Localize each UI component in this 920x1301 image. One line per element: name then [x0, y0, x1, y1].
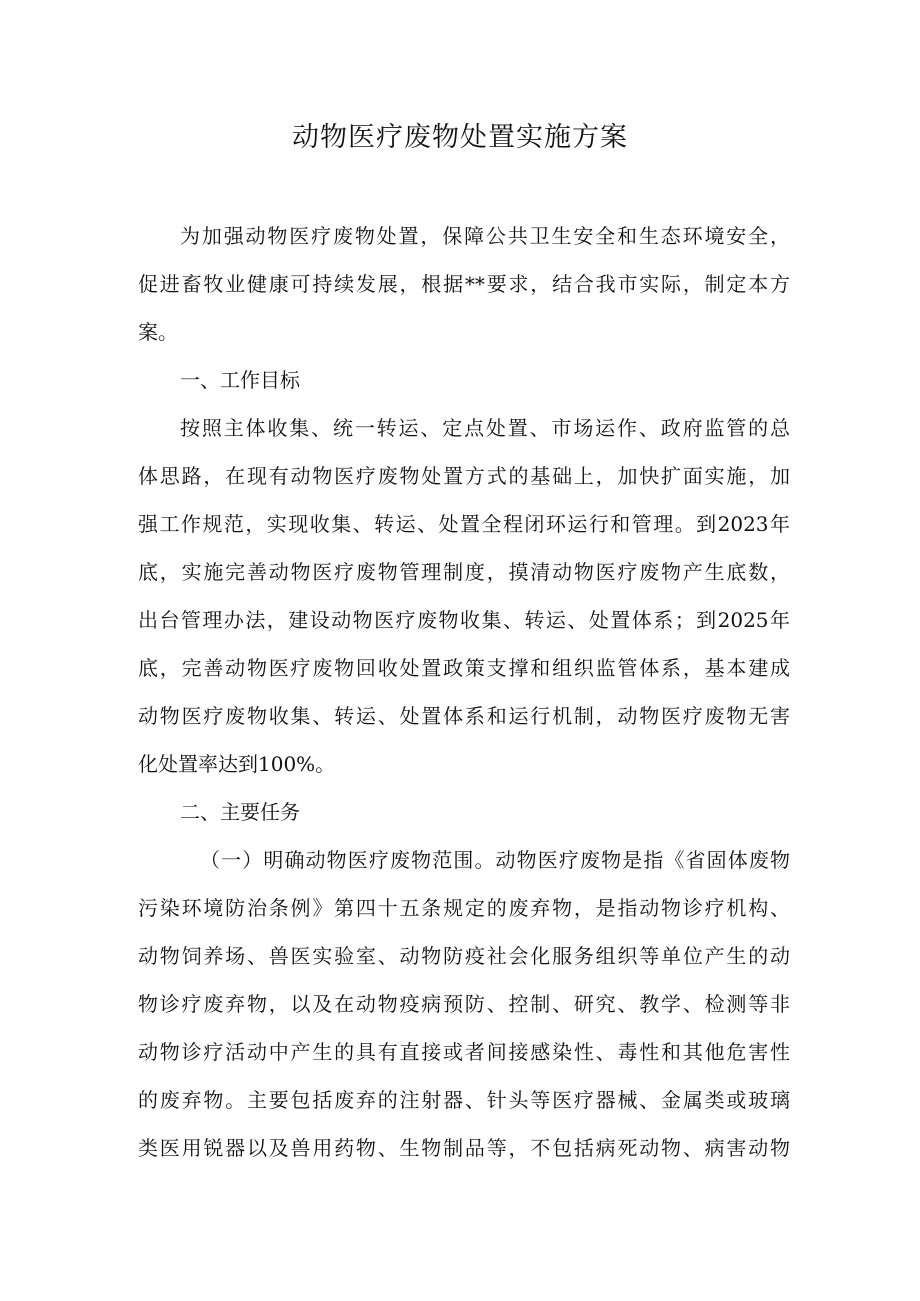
intro-line-1: 为加强动物医疗废物处置，保障公共卫生安全和生态环境安全，: [180, 224, 790, 248]
tasks-line-7: 类医用锐器以及兽用药物、生物制品等，不包括病死动物、病害动物: [138, 1136, 790, 1160]
goals-line-1: 按照主体收集、统一转运、定点处置、市场运作、政府监管的总: [180, 416, 790, 440]
intro-line-3: 案。: [138, 320, 178, 344]
section-heading-goals: 一、工作目标: [180, 368, 300, 392]
tasks-line-2: 污染环境防治条例》第四十五条规定的废弃物，是指动物诊疗机构、: [138, 896, 790, 920]
goals-line-8: 化处置率达到100%。: [138, 752, 336, 776]
goals-line-5: 出台管理办法，建设动物医疗废物收集、转运、处置体系；到2025年: [138, 608, 790, 632]
tasks-line-4: 物诊疗废弃物，以及在动物疫病预防、控制、研究、教学、检测等非: [138, 992, 790, 1016]
tasks-line-1: （一）明确动物医疗废物范围。动物医疗废物是指《省固体废物: [200, 848, 790, 872]
section-heading-tasks: 二、主要任务: [180, 800, 300, 824]
tasks-line-5: 动物诊疗活动中产生的具有直接或者间接感染性、毒性和其他危害性: [138, 1040, 790, 1064]
goals-line-4: 底，实施完善动物医疗废物管理制度，摸清动物医疗废物产生底数，: [138, 560, 790, 584]
goals-line-2: 体思路，在现有动物医疗废物处置方式的基础上，加快扩面实施，加: [138, 464, 790, 488]
document-title: 动物医疗废物处置实施方案: [292, 122, 628, 153]
tasks-line-6: 的废弃物。主要包括废弃的注射器、针头等医疗器械、金属类或玻璃: [138, 1088, 790, 1112]
goals-line-3: 强工作规范，实现收集、转运、处置全程闭环运行和管理。到2023年: [138, 512, 790, 536]
goals-line-7: 动物医疗废物收集、转运、处置体系和运行机制，动物医疗废物无害: [138, 704, 790, 728]
tasks-line-3: 动物饲养场、兽医实验室、动物防疫社会化服务组织等单位产生的动: [138, 944, 790, 968]
goals-line-6: 底，完善动物医疗废物回收处置政策支撑和组织监管体系，基本建成: [138, 656, 790, 680]
intro-line-2: 促进畜牧业健康可持续发展，根据**要求，结合我市实际，制定本方: [138, 272, 790, 296]
